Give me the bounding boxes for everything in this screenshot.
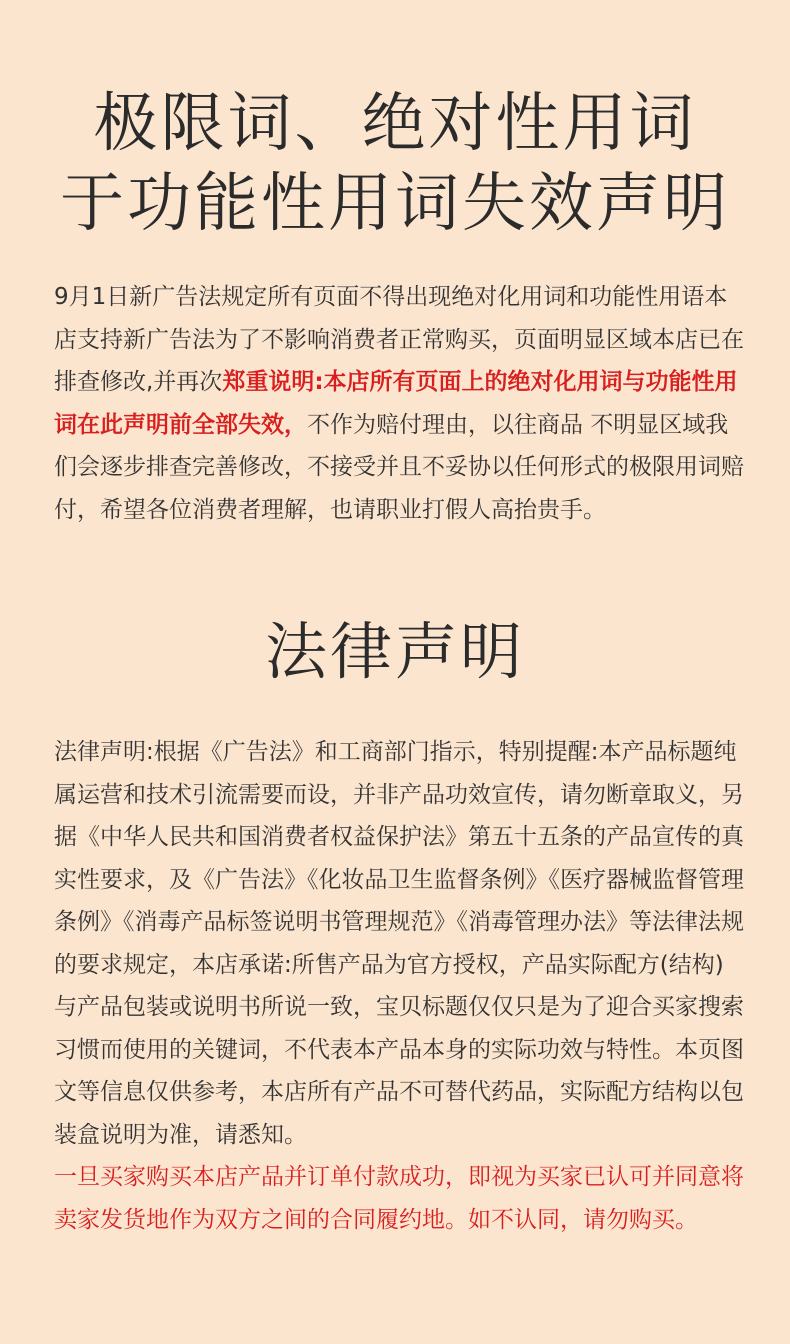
legal-warning-text: 一旦买家购买本店产品并订单付款成功，即视为买家已认可并同意将卖家发货地作为双方之间的合同履约地。如不认同，请勿购买。 [54, 1164, 744, 1233]
legal-statement-paragraph [54, 731, 744, 1331]
notice-highlight-text: 郑重说明:本店所有页面上的绝对化用词与功能性用词在此声明前全部失效， [54, 369, 738, 438]
legal-section-title: 法律声明 [264, 615, 525, 688]
ad-law-notice-paragraph [54, 276, 744, 576]
page-title-line-2: 于功能性用词失效声明 [60, 167, 730, 241]
page-title-line-1: 极限词、绝对性用词 [93, 87, 697, 161]
notice-text-after: 不作为赔付理由，以往商品 不明显区域我们会逐步排查完善修改，不接受并且不妥协以任何形式的极限用词赔付，希望各位消费者理解，也请职业打假人高抬贵手。 [54, 411, 744, 523]
page-title [0, 84, 790, 244]
legal-body-text: 法律声明:根据《广告法》和工商部门指示，特别提醒:本产品标题纯属运营和技术引流需要而设，并非产品功效宣传，请勿断章取义，另据《中华人民共和国消费者权益保护法》第五十五条的产品宣传的真实性要求，及《广告法》《化妆品卫生监督条例》《医疗器械监督管理条例》《消毒产品标签说明书管理规范》《消毒管理办法》等法律法规的要求规定，本店承诺:所售产品为官方授权，产品实际配方(结构)与产品包装或说明书所说一致，宝贝标题仅仅只是为了迎合买家搜索习惯而使用的关键词，不代表本产品本身的实际功效与特性。本页图文等信息仅供参考，本店所有产品不可替代药品，实际配方结构以包装盒说明为准，请悉知。 [54, 739, 744, 1148]
notice-text-before: 9月1日新广告法规定所有页面不得出现绝对化用词和功能性用语本店支持新广告法为了不影响消费者正常购买，页面明显区域本店已在排查修改,并再次 [54, 284, 744, 395]
